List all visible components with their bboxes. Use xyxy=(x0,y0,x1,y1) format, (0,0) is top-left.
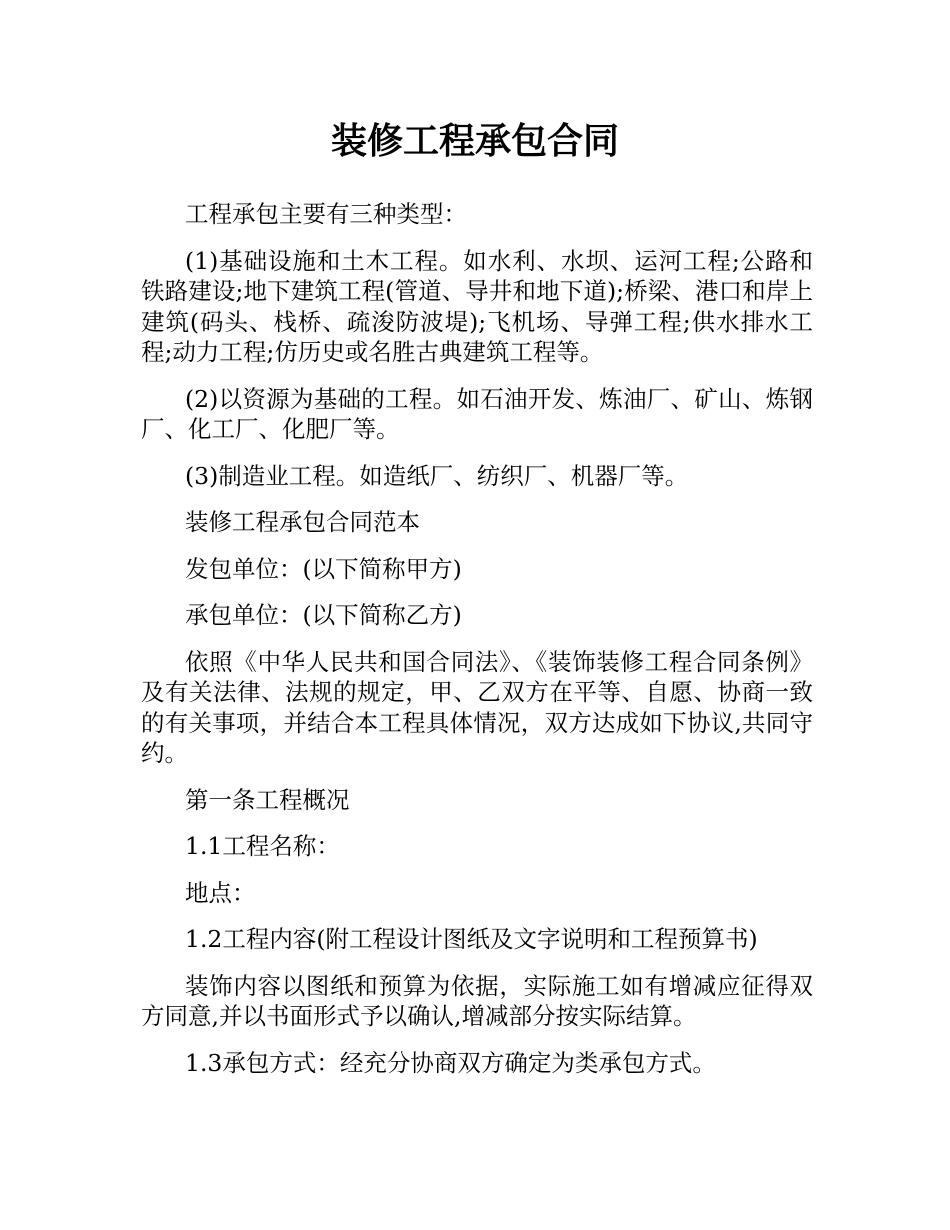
document-title: 装修工程承包合同 xyxy=(330,121,619,162)
paragraph-intro: 工程承包主要有三种类型： xyxy=(185,200,467,228)
paragraph-type-1: (1)基础设施和土木工程。如水利、水坝、运河工程;公路和铁路建设;地下建筑工程(管道、导井和地下道);桥梁、港口和岸上建筑(码头、栈桥、疏浚防波堤);飞机场、导弹工程;供水排水工程;动力工程;仿历史或名胜古典建筑工程等。 xyxy=(141,246,813,366)
paragraph-contract-heading: 装修工程承包合同范本 xyxy=(185,508,420,536)
paragraph-legal-basis: 依照《中华人民共和国合同法》、《装饰装修工程合同条例》及有关法律、法规的规定，甲、乙双方在平等、自愿、协商一致的有关事项，并结合本工程具体情况，双方达成如下协议,共同守约。 xyxy=(141,647,813,767)
document-body xyxy=(141,199,813,1094)
paragraph-project-content: 1.2工程内容(附工程设计图纸及文字说明和工程预算书) xyxy=(185,925,758,953)
paragraph-party-b: 承包单位：(以下简称乙方) xyxy=(185,601,462,629)
paragraph-type-3: (3)制造业工程。如造纸厂、纺织厂、机器厂等。 xyxy=(185,461,689,490)
paragraph-article-1: 第一条工程概况 xyxy=(185,785,350,814)
paragraph-project-name: 1.1工程名称： xyxy=(185,832,340,860)
paragraph-contract-method: 1.3承包方式：经充分协商双方确定为类承包方式。 xyxy=(185,1048,716,1077)
paragraph-type-2: (2)以资源为基础的工程。如石油开发、炼油厂、矿山、炼钢厂、化工厂、化肥厂等。 xyxy=(141,384,813,443)
paragraph-location: 地点： xyxy=(185,878,256,907)
paragraph-party-a: 发包单位：(以下简称甲方) xyxy=(185,554,462,583)
paragraph-decoration-content: 装饰内容以图纸和预算为依据，实际施工如有增减应征得双方同意,并以书面形式予以确认,增减部分按实际结算。 xyxy=(141,971,813,1030)
